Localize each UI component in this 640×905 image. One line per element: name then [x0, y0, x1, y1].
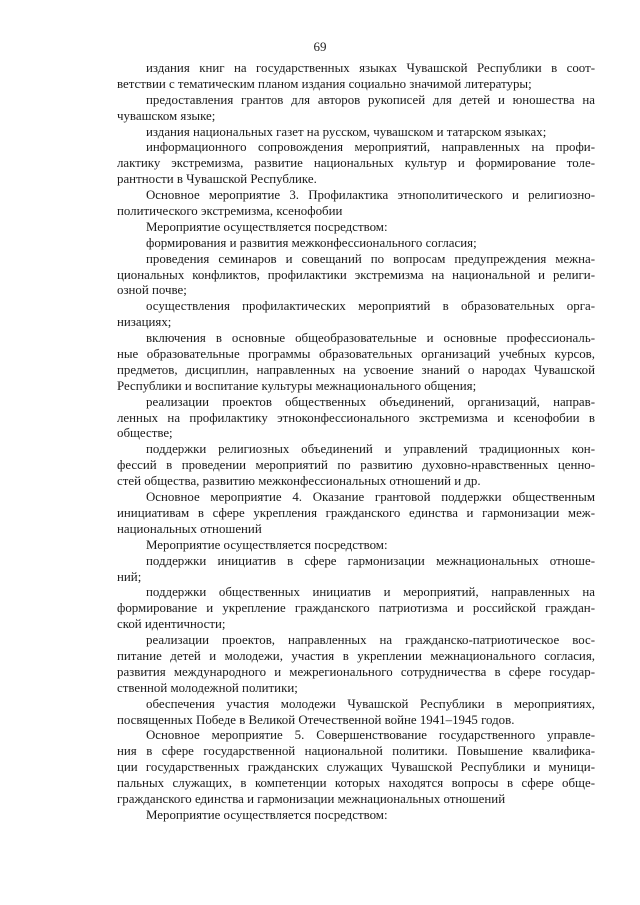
text-line: издания книг на государственных языках Чувашской Республики в соот- — [146, 61, 595, 75]
text-line: национальных отношений — [117, 521, 262, 536]
text-line: пальных служащих, в компетенции которых находятся вопросы в сфере обще- — [117, 776, 595, 791]
text-line: низациях; — [117, 315, 172, 330]
text-line: Мероприятие осуществляется посредством: — [146, 537, 388, 552]
text-line: Мероприятие осуществляется посредством: — [146, 219, 388, 234]
text-line: ленных на профилактику этноконфессионального экстремизма и ксенофобии в — [117, 410, 595, 425]
text-line: стей общества, развитию межконфессиональных отношений и др. — [117, 474, 481, 489]
text-line: поддержки религиозных объединений и управлений традиционных кон- — [146, 442, 595, 457]
text-line: ветствии с тематическим планом издания социально значимой литературы; — [117, 76, 532, 91]
text-line: озной почве; — [117, 283, 187, 298]
text-line: ния в сфере государственной национальной политики. Повышение квалифика- — [117, 744, 595, 759]
text-line: посвященных Победе в Великой Отечественной войне 1941–1945 годов. — [117, 712, 515, 727]
text-line: ской идентичности; — [117, 617, 226, 632]
text-line: циональных конфликтов, профилактики экстремизма на национальной и религи- — [117, 267, 595, 282]
text-line: реализации проектов общественных объединений, организаций, направ- — [146, 394, 595, 409]
text-line: издания национальных газет на русском, чувашском и татарском языках; — [146, 124, 547, 139]
text-line: Мероприятие осуществляется посредством: — [146, 807, 388, 822]
text-line: рантности в Чувашской Республике. — [117, 172, 317, 187]
text-line: развития международного и межрегионального сотрудничества в сфере государ- — [117, 664, 595, 679]
text-line: Республики и воспитание культуры межнационального общения; — [117, 378, 477, 393]
text-line: формирования и развития межконфессионального согласия; — [146, 235, 477, 250]
text-line: реализации проектов, направленных на гражданско-патриотическое вос- — [146, 633, 595, 648]
text-line: Основное мероприятие 5. Совершенствование государственного управле- — [146, 728, 595, 743]
text-line: лактику экстремизма, развитие национальных культур и формирование толе- — [117, 156, 595, 171]
text-line: фессий в проведении мероприятий по развитию духовно-нравственных ценно- — [117, 458, 595, 473]
text-line: формирование и укрепление гражданского патриотизма и российской граждан- — [117, 601, 595, 616]
text-line: чувашском языке; — [117, 108, 216, 123]
text-line: предоставления грантов для авторов рукописей для детей и юношества на — [146, 92, 595, 107]
page-number: 69 — [313, 39, 327, 54]
text-line: обществе; — [117, 426, 173, 441]
text-line: политического экстремизма, ксенофобии — [117, 204, 343, 219]
text-line: Основное мероприятие 3. Профилактика этнополитического и религиозно- — [146, 188, 595, 203]
text-line: информационного сопровождения мероприятий, направленных на профи- — [146, 140, 595, 155]
text-line: проведения семинаров и совещаний по вопросам предупреждения межна- — [146, 251, 595, 266]
text-line: гражданского единства и гармонизации межнациональных отношений — [117, 791, 506, 806]
text-line: ные образовательные программы образовательных организаций учебных курсов, — [117, 347, 595, 362]
text-line: инициативам в сфере укрепления гражданского единства и гармонизации меж- — [117, 505, 595, 520]
text-line: обеспечения участия молодежи Чувашской Республики в мероприятиях, — [146, 696, 595, 711]
text-line: Основное мероприятие 4. Оказание грантовой поддержки общественным — [146, 490, 595, 505]
document-body-text — [117, 61, 595, 824]
text-line: ции государственных гражданских служащих Чувашской Республики и муници- — [117, 760, 595, 775]
text-line: осуществления профилактических мероприятий в образовательных орга- — [146, 299, 595, 314]
text-line: предметов, дисциплин, направленных на усвоение знаний о народах Чувашской — [117, 362, 595, 377]
text-line: ний; — [117, 569, 142, 584]
text-line: ственной молодежной политики; — [117, 680, 298, 695]
text-line: включения в основные общеобразовательные и основные профессиональ- — [146, 331, 595, 346]
text-line: поддержки общественных инициатив и мероприятий, направленных на — [146, 585, 595, 600]
text-line: поддержки инициатив в сфере гармонизации межнациональных отноше- — [146, 553, 595, 568]
text-line: питание детей и молодежи, участия в укреплении межнационального согласия, — [117, 648, 595, 663]
